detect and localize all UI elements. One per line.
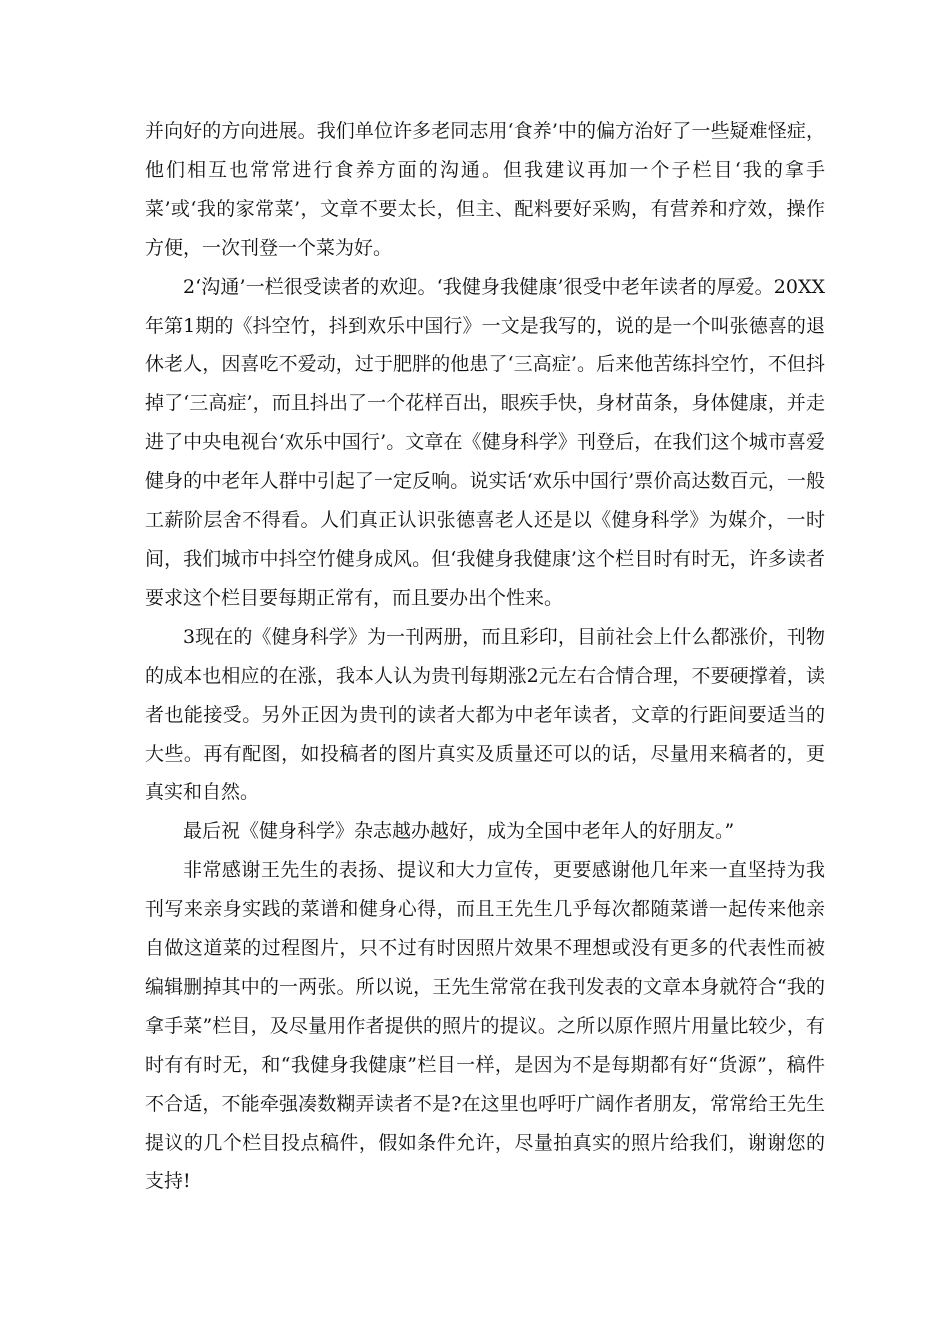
paragraph-1: 并向好的方向进展。我们单位许多老同志用‘食养’中的偏方治好了一些疑难怪症，他们相互也常常进行食养方面的沟通。但我建议再加一个子栏目‘我的拿手菜’或‘我的家常菜’，文章不要太长，但主、配料要好采购，有营养和疗效，操作方便，一次刊登一个菜为好。 bbox=[145, 120, 825, 259]
document-body bbox=[145, 112, 825, 1201]
paragraph-3: 3现在的《健身科学》为一刊两册，而且彩印，目前社会上什么都涨价，刊物的成本也相应的在涨，我本人认为贵刊每期涨2元左右合情合理，不要硬撑着，读者也能接受。另外正因为贵刊的读者大都为中老年读者，文章的行距间要适当的大些。再有配图，如投稿者的图片真实及质量还可以的话，尽量用来稿者的，更真实和自然。 bbox=[145, 625, 825, 804]
paragraph-4: 最后祝《健身科学》杂志越办越好，成为全国中老年人的好朋友。” bbox=[183, 820, 735, 843]
paragraph-2: 2‘沟通’一栏很受读者的欢迎。‘我健身我健康’很受中老年读者的厚爱。20XX年第1期的《抖空竹，抖到欢乐中国行》一文是我写的，说的是一个叫张德喜的退休老人，因喜吃不爱动，过于肥胖的他患了‘三高症’。后来他苦练抖空竹，不但抖掉了‘三高症’，而且抖出了一个花样百出，眼疾手快，身材苗条，身体健康，并走进了中央电视台‘欢乐中国行’。文章在《健身科学》刊登后，在我们这个城市喜爱健身的中老年人群中引起了一定反响。说实话‘欢乐中国行’票价高达数百元，一般工薪阶层舍不得看。人们真正认识张德喜老人还是以《健身科学》为媒介，一时间，我们城市中抖空竹健身成风。但‘我健身我健康’这个栏目时有时无，许多读者要求这个栏目要每期正常有，而且要办出个性来。 bbox=[145, 275, 825, 609]
paragraph-5: 非常感谢王先生的表扬、提议和大力宣传，更要感谢他几年来一直坚持为我刊写来亲身实践的菜谱和健身心得，而且王先生几乎每次都随菜谱一起传来他亲自做这道菜的过程图片，只不过有时因照片效果不理想或没有更多的代表性而被编辑删掉其中的一两张。所以说，王先生常常在我刊发表的文章本身就符合“我的拿手菜”栏目，及尽量用作者提供的照片的提议。之所以原作照片用量比较少，有时有有时无，和“我健身我健康”栏目一样，是因为不是每期都有好“货源”，稿件不合适，不能牵强凑数糊弄读者不是?在这里也呼吁广阔作者朋友，常常给王先生提议的几个栏目投点稿件，假如条件允许，尽量拍真实的照片给我们，谢谢您的支持! bbox=[145, 859, 825, 1193]
